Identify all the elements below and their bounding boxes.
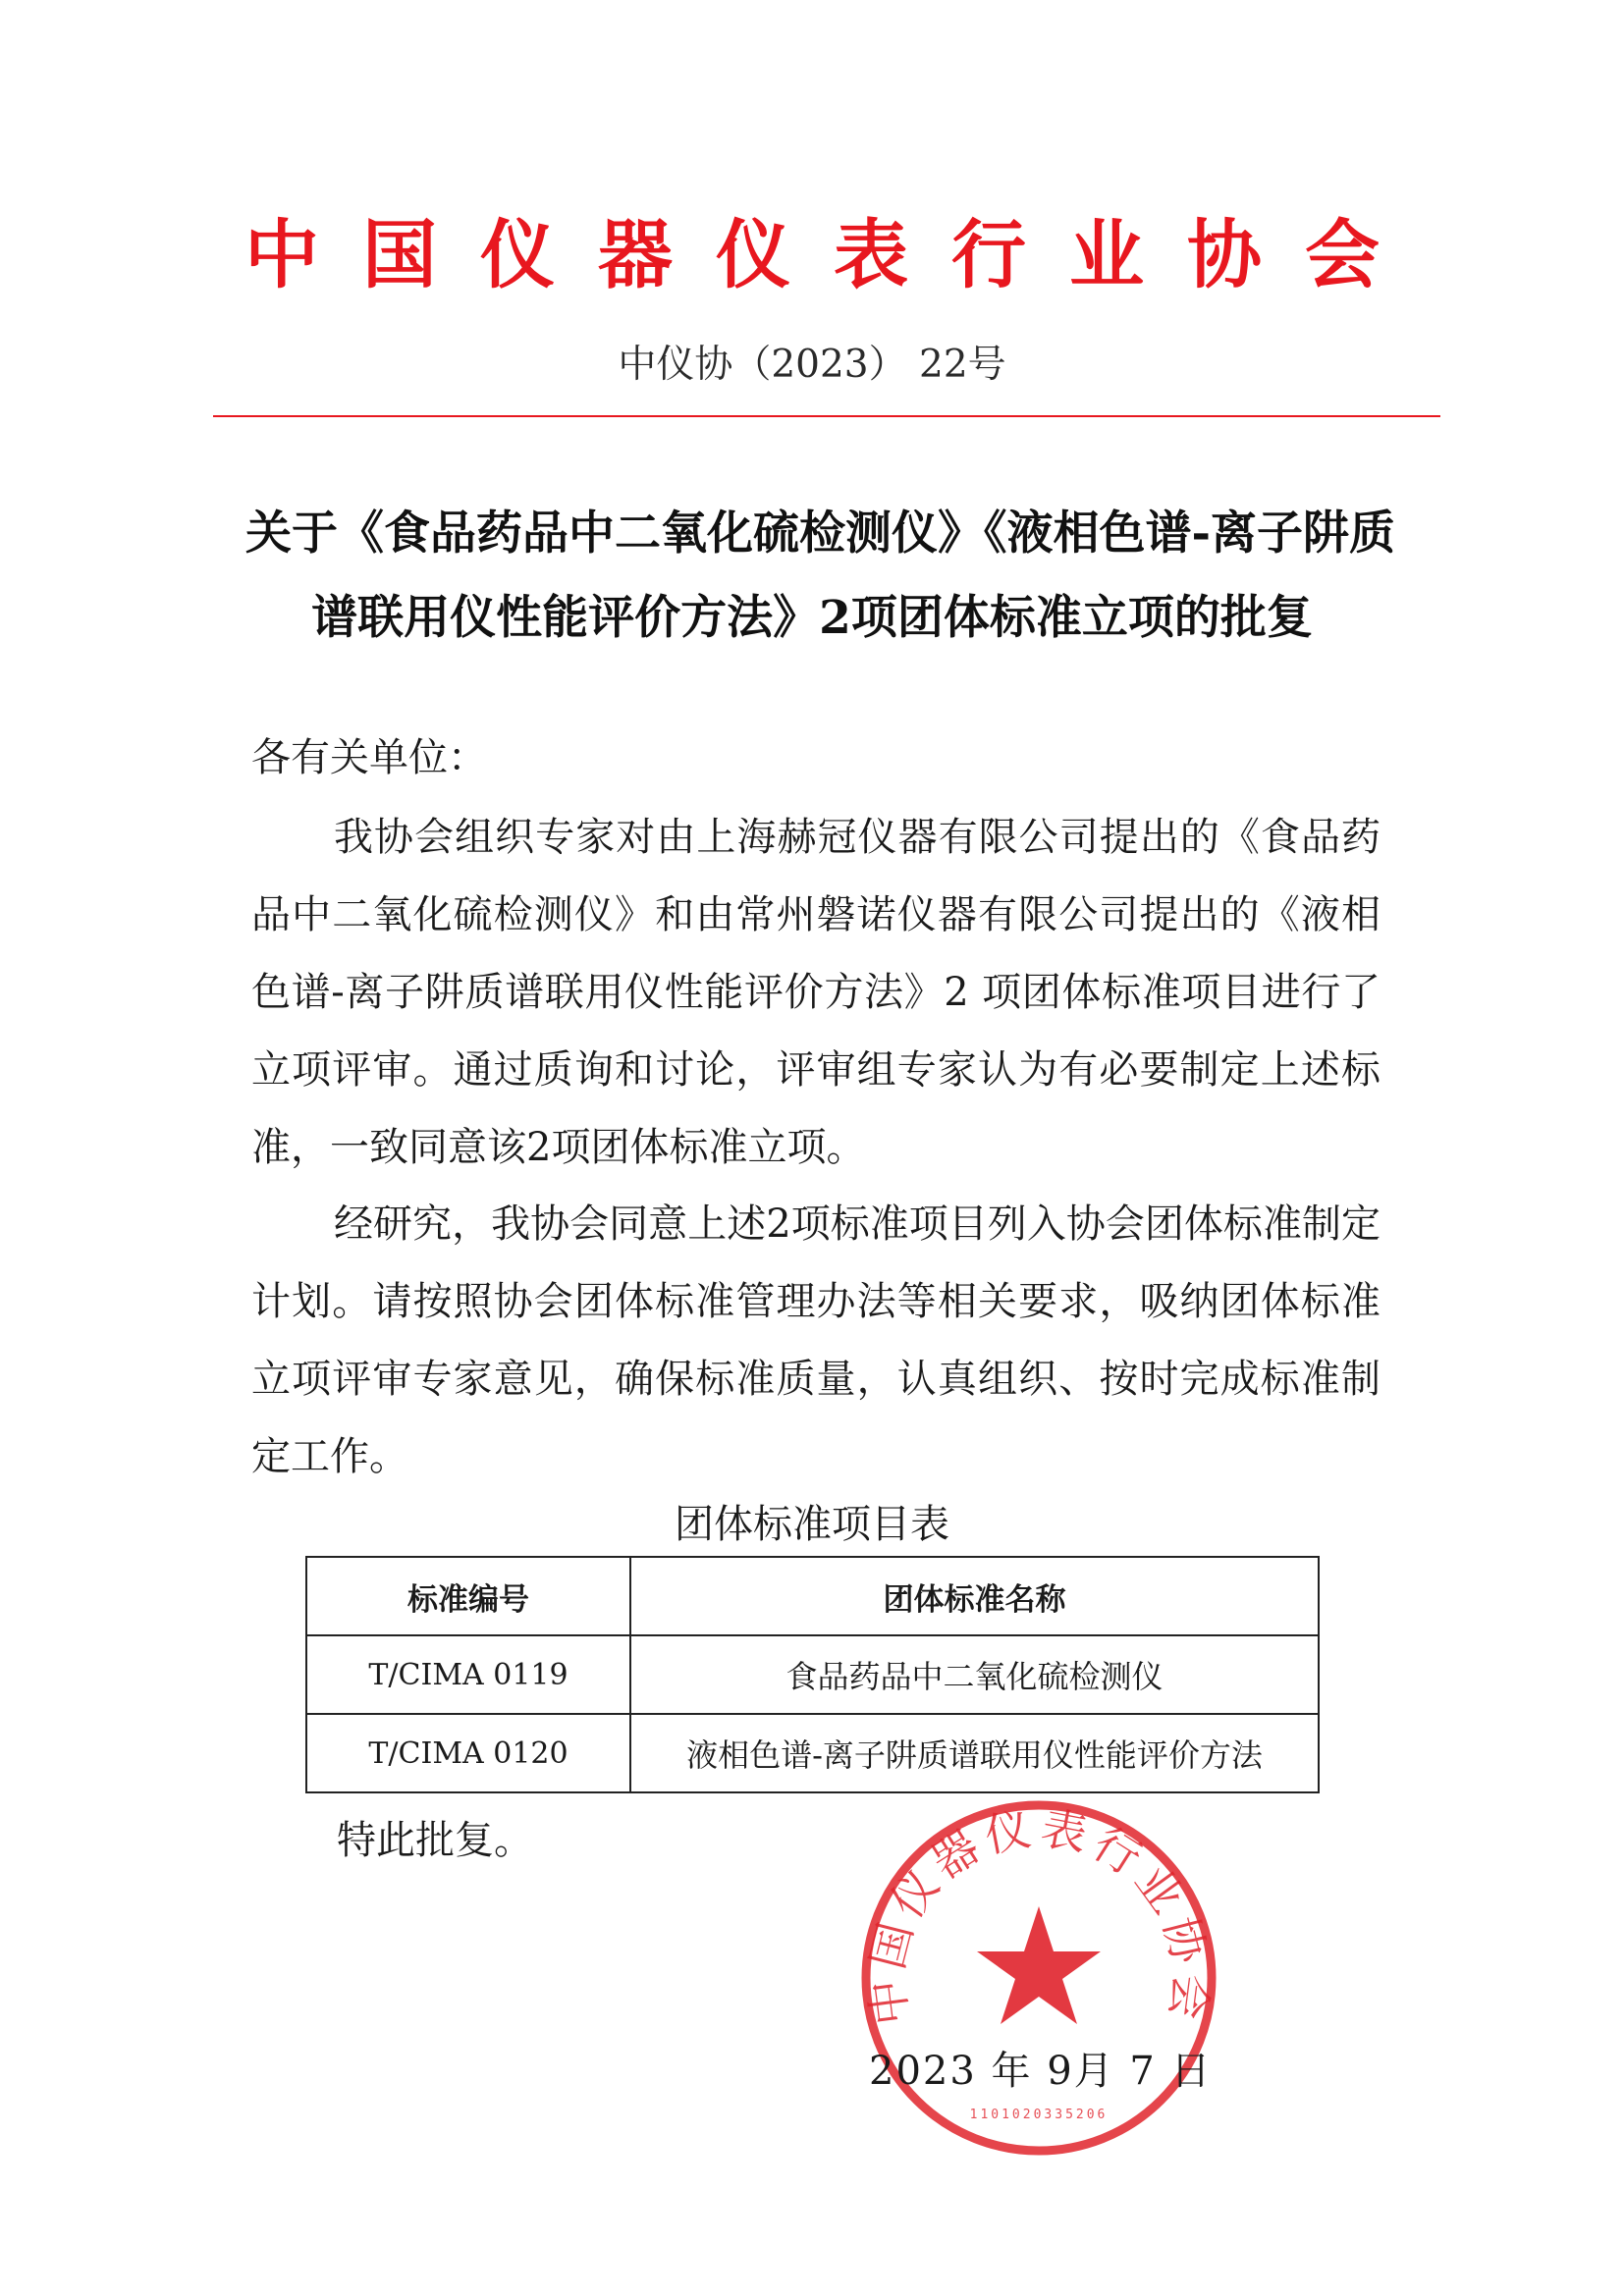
standards-table xyxy=(305,1556,1320,1793)
svg-text:1101020335206: 1101020335206 xyxy=(969,2108,1109,2122)
body-paragraph-2: 经研究，我协会同意上述2项标准项目列入协会团体标准制定计划。请按照协会团体标准管理办法等相关要求，吸纳团体标准立项评审专家意见，确保标准质量，认真组织、按时完成标准制定工作。 xyxy=(251,1201,1380,1479)
official-seal xyxy=(857,1796,1220,2160)
svg-text:中国仪器仪表行业协会: 中国仪器仪表行业协会 xyxy=(859,1800,1218,2028)
title-line-1: 关于《食品药品中二氧化硫检测仪》《液相色谱-离子阱质 xyxy=(245,507,1396,561)
title-line-2: 谱联用仪性能评价方法》2项团体标准立项的批复 xyxy=(311,591,1313,645)
table-caption: 团体标准项目表 xyxy=(675,1502,949,1547)
table-header-code: 标准编号 xyxy=(306,1557,630,1635)
body-paragraph-1: 我协会组织专家对由上海赫冠仪器有限公司提出的《食品药品中二氧化硫检测仪》和由常州磐诺仪器有限公司提出的《液相色谱-离子阱质谱联用仪性能评价方法》2 项团体标准项目进行了立项评审。通过质询和讨论，评审组专家认为有必要制定上述标准，一致同意该2项团体标准立项。 xyxy=(251,815,1380,1170)
header-divider xyxy=(213,415,1440,417)
table-header-row xyxy=(306,1557,1319,1635)
document-number: 中仪协（2023） 22号 xyxy=(618,343,1006,387)
salutation: 各有关单位： xyxy=(251,735,487,780)
table-header-name: 团体标准名称 xyxy=(630,1557,1319,1635)
table-row xyxy=(306,1635,1319,1714)
table-row xyxy=(306,1714,1319,1792)
standard-code: T/CIMA 0120 xyxy=(306,1714,630,1792)
standard-name: 食品药品中二氧化硫检测仪 xyxy=(630,1635,1319,1714)
standard-name: 液相色谱-离子阱质谱联用仪性能评价方法 xyxy=(630,1714,1319,1792)
organization-name: 中国仪器仪表行业协会 xyxy=(244,211,1423,298)
issue-date: 2023 年 9月 7 日 xyxy=(869,2049,1213,2094)
closing-remark: 特此批复。 xyxy=(337,1818,533,1863)
standard-code: T/CIMA 0119 xyxy=(306,1635,630,1714)
